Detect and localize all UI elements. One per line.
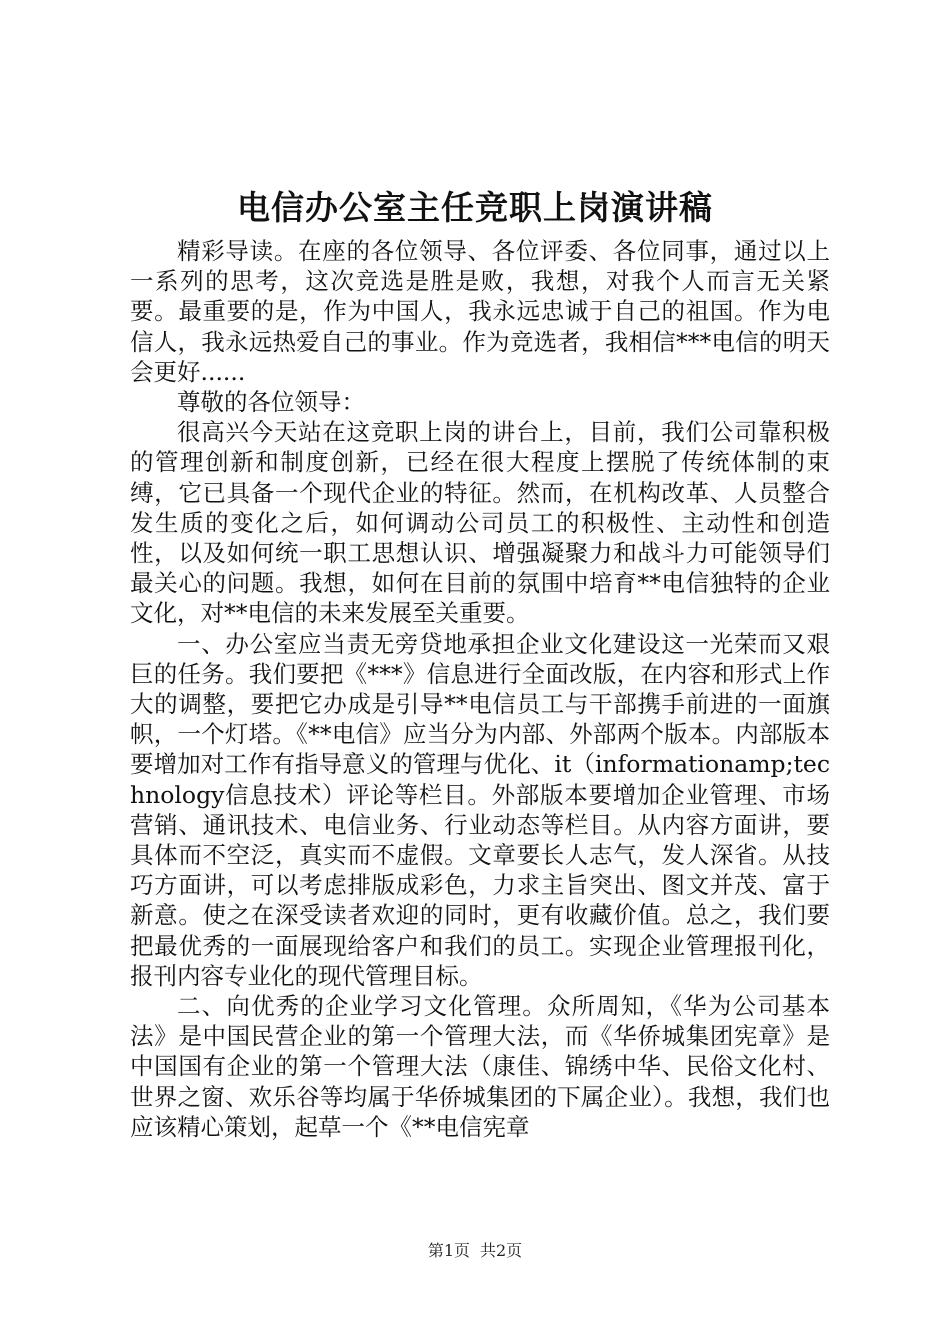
page-footer: [0, 1240, 950, 1262]
document-body: [130, 236, 830, 1142]
document-title: 电信办公室主任竞职上岗演讲稿: [237, 188, 713, 227]
page-total: 共2页: [480, 1241, 523, 1260]
paragraph-intro: 精彩导读。在座的各位领导、各位评委、各位同事，通过以上一系列的思考，这次竞选是胜是败，我想，对我个人而言无关紧要。最重要的是，作为中国人，我永远忠诚于自己的祖国。作为电信人，我永远热爱自己的事业。作为竞选者，我相信***电信的明天会更好......: [130, 237, 830, 386]
paragraph-point-one: 一、办公室应当责无旁贷地承担企业文化建设这一光荣而又艰巨的任务。我们要把《***》信息进行全面改版，在内容和形式上作大的调整，要把它办成是引导**电信员工与干部携手前进的一面旗帜，一个灯塔。《**电信》应当分为内部、外部两个版本。内部版本要增加对工作有指导意义的管理与优化、it（informationamp;technology信息技术）评论等栏目。外部版本要增加企业管理、市场营销、通讯技术、电信业务、行业动态等栏目。从内容方面讲，要具体而不空泛，真实而不虚假。文章要长人志气，发人深省。从技巧方面讲，可以考虑排版成彩色，力求主旨突出、图文并茂、富于新意。使之在深受读者欢迎的同时，更有收藏价值。总之，我们要把最优秀的一面展现给客户和我们的员工。实现企业管理报刊化，报刊内容专业化的现代管理目标。: [130, 629, 830, 990]
paragraph-opening: 很高兴今天站在这竞职上岗的讲台上，目前，我们公司靠积极的管理创新和制度创新，已经在很大程度上摆脱了传统体制的束缚，它已具备一个现代企业的特征。然而，在机构改革、人员整合发生质的变化之后，如何调动公司员工的积极性、主动性和创造性，以及如何统一职工思想认识、增强凝聚力和战斗力可能领导们最关心的问题。我想，如何在目前的氛围中培育**电信独特的企业文化，对**电信的未来发展至关重要。: [130, 418, 830, 628]
page-number: 第1页: [427, 1241, 470, 1260]
paragraph-point-two: 二、向优秀的企业学习文化管理。众所周知，《华为公司基本法》是中国民营企业的第一个管理大法，而《华侨城集团宪章》是中国国有企业的第一个管理大法（康佳、锦绣中华、民俗文化村、世界之窗、欢乐谷等均属于华侨城集团的下属企业）。我想，我们也应该精心策划，起草一个《**电信宪章: [130, 992, 830, 1141]
paragraph-salutation: 尊敬的各位领导：: [177, 388, 365, 417]
